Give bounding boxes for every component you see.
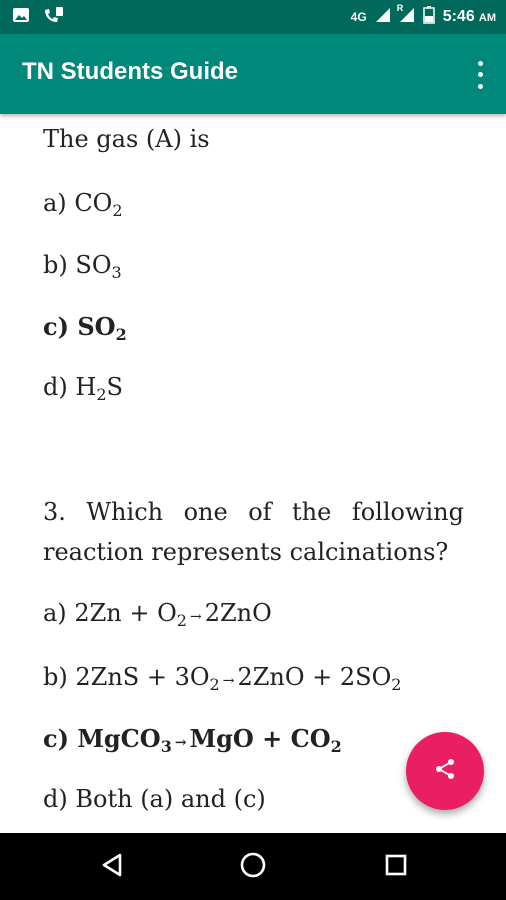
overflow-dot-icon — [478, 84, 483, 89]
navigation-bar — [0, 833, 506, 900]
gallery-notification-icon — [12, 6, 30, 29]
home-icon — [239, 851, 267, 883]
question-tail-text: The gas (A) is — [43, 125, 210, 153]
signal-icon — [375, 7, 391, 27]
missed-call-notification-icon — [42, 6, 64, 29]
battery-icon — [423, 6, 435, 28]
share-fab-button[interactable] — [406, 732, 484, 810]
back-button[interactable] — [96, 851, 128, 883]
share-icon — [432, 756, 458, 786]
question-3-text: 3. Which one of the following reaction represents calcinations? — [43, 498, 464, 566]
app-title: TN Students Guide — [22, 58, 238, 85]
question-content[interactable] — [0, 114, 506, 834]
clock-time: 5:46 — [442, 8, 475, 25]
home-button[interactable] — [237, 851, 269, 883]
q3-option-b: b) $2ZnS + 3O_2 \to 2ZnO + 2SO_2$ — [43, 663, 402, 694]
q3-option-a: a) $2Zn + O_2 \to 2ZnO$ — [43, 599, 272, 630]
status-bar — [0, 0, 506, 34]
option-c-answer: c) $SO_2$ — [43, 312, 127, 344]
overflow-menu-button[interactable] — [468, 58, 492, 92]
app-bar — [0, 34, 506, 114]
back-icon — [100, 852, 124, 882]
option-a: a) $CO_2$ — [43, 189, 123, 220]
recents-icon — [384, 853, 408, 881]
clock-ampm: AM — [478, 12, 496, 24]
recents-button[interactable] — [380, 851, 412, 883]
option-d: d) $H_2S$ — [43, 373, 123, 404]
network-type: 4G — [350, 10, 367, 24]
overflow-dot-icon — [478, 72, 483, 77]
q3-option-c-answer: c) MgCO$_3$ → MgO + $CO_2$ — [43, 724, 342, 756]
option-b: b) $SO_3$ — [43, 251, 122, 282]
roaming-indicator: R — [396, 3, 404, 13]
overflow-dot-icon — [478, 61, 483, 66]
q3-option-d: d) Both (a) and (c) — [43, 785, 266, 813]
roaming-signal-icon — [396, 3, 415, 27]
